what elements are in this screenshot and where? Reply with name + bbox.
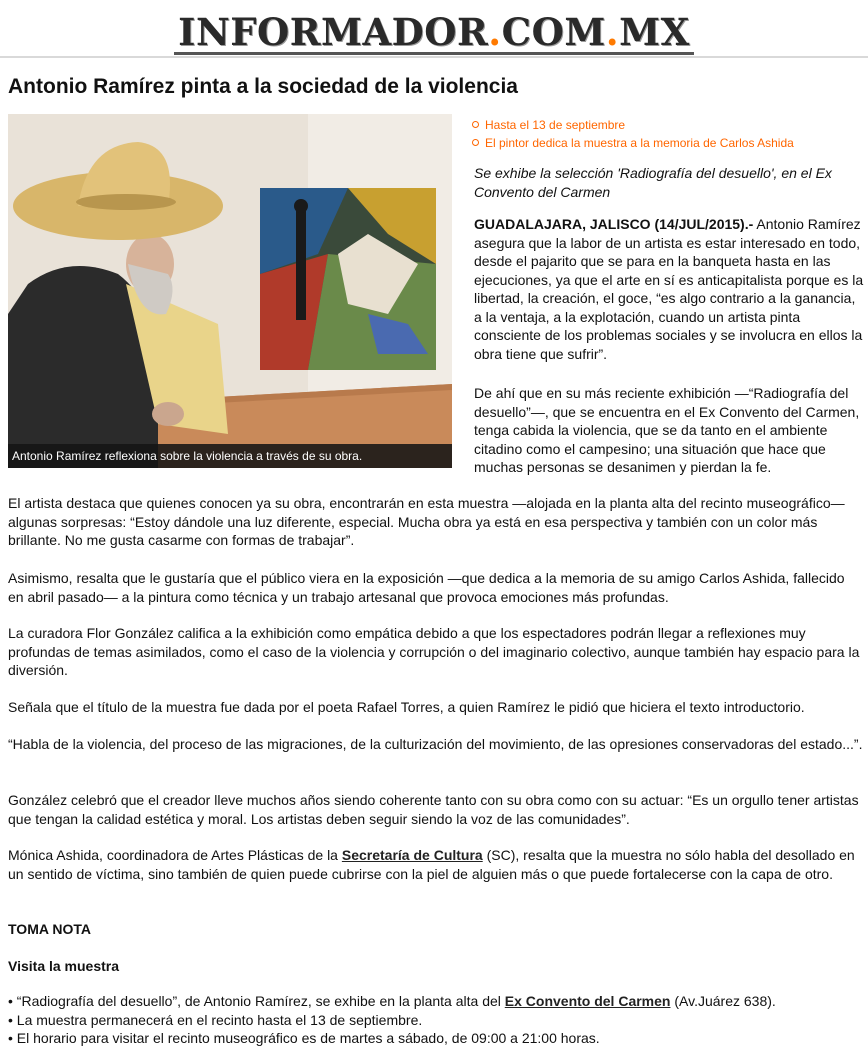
toma-nota-heading: TOMA NOTA (8, 921, 91, 937)
article-title: Antonio Ramírez pinta a la sociedad de la violencia (8, 75, 518, 98)
paragraph-7: “Habla de la violencia, del proceso de las migraciones, de la culturización del movimiento, de las opresiones conservadoras del estado...”. (8, 736, 863, 752)
photo-illustration (8, 114, 452, 468)
info-list (8, 992, 864, 1048)
paragraph-9 (8, 846, 864, 883)
highlights-list (472, 116, 862, 152)
paragraph-8: González celebró que el creador lleve muchos años siendo coherente tanto con su obra como con su actuar: “Es un orgullo tener artistas que tengan la calidad estética y moral. Los artistas deben seguir siendo la voz de las comunidades”. (8, 792, 859, 827)
article-photo (8, 114, 452, 468)
list-item: • La muestra permanecerá en el recinto hasta el 13 de septiembre. (8, 1011, 423, 1028)
paragraph-3: El artista destaca que quienes conocen ya su obra, encontrarán en esta muestra —alojada en la planta alta del recinto museográfico— algunas sorpresas: “Estoy dándole una luz diferente, especial. Mucha obra ya está en esa perspectiva y también con un color más brillante. No me gusta casarme con formas de trabajar”. (8, 495, 845, 548)
article-subtitle: Se exhibe la selección 'Radiografía del desuello', en el Ex Convento del Carmen (474, 165, 832, 200)
photo-caption: Antonio Ramírez reflexiona sobre la violencia a través de su obra. (8, 444, 452, 468)
list-item-text-a: • “Radiografía del desuello”, de Antonio Ramírez, se exhibe en la planta alta del (8, 993, 505, 1009)
dateline: GUADALAJARA, JALISCO (14/JUL/2015).- (474, 216, 754, 232)
paragraph-9-text-b: (SC), resalta que la muestra no sólo habla del desollado en un sentido de víctima, sino también de quien puede cubrirse con la piel de alguien más o que puede fortalecerse con la capa de otro. (8, 847, 855, 882)
painting (260, 188, 436, 370)
visita-heading: Visita la muestra (8, 958, 120, 974)
paragraph-9-text-a: Mónica Ashida, coordinadora de Artes Plásticas de la (8, 847, 342, 863)
highlight-item: El pintor dedica la muestra a la memoria de Carlos Ashida (472, 134, 862, 152)
list-item (8, 992, 864, 1011)
highlight-item: Hasta el 13 de septiembre (472, 116, 862, 134)
site-logo[interactable]: INFORMADOR.COM.MX (174, 12, 694, 55)
paragraph-1-text: Antonio Ramírez asegura que la labor de un artista es estar interesado en todo, desde el pajarito que se para en la banqueta hasta en las ejecuciones, ya que el arte en sí es anticapitalista porque es la libertad, la creación, el goce, “es algo contrario a la ganancia, a la ventaja, a la explotación, cuando un artista pinta consciente de los problemas sociales y se involucra en ellos la obra tiene que sufrir”. (474, 216, 864, 362)
paragraph-6: Señala que el título de la muestra fue dada por el poeta Rafael Torres, a quien Ramírez le pidió que hiciera el texto introductorio. (8, 699, 805, 715)
list-item: • El horario para visitar el recinto museográfico es de martes a sábado, de 09:00 a 21:00 horas. (8, 1030, 600, 1046)
header-divider (0, 56, 868, 58)
masthead (0, 0, 868, 54)
secretaria-cultura-link[interactable]: Secretaría de Cultura (341, 847, 483, 863)
paragraph-1 (474, 215, 864, 363)
list-item-text-b: (Av.Juárez 638). (670, 993, 776, 1009)
ex-convento-link[interactable]: Ex Convento del Carmen (504, 993, 671, 1009)
paragraph-5: La curadora Flor González califica a la exhibición como empática debido a que los espectadores podrán llegar a reflexiones muy profundas de temas asimilados, como el caso de la violencia y corrupción o del imaginario colectivo, aunque también hay espacio para la diversión. (8, 625, 860, 678)
paragraph-4: Asimismo, resalta que le gustaría que el público viera en la exposición —que dedica a la memoria de su amigo Carlos Ashida, fallecido en abril pasado— a la pintura como técnica y un trabajo artesanal que provoca emociones más profundas. (8, 570, 845, 605)
paragraph-2: De ahí que en su más reciente exhibición —“Radiografía del desuello”—, que se encuentra en el Ex Convento del Carmen, tenga cabida la violencia, que se da tanto en el ambiente citadino como el campesino; una situación que hace que muchas personas se desanimen y pierdan la fe. (474, 385, 860, 475)
